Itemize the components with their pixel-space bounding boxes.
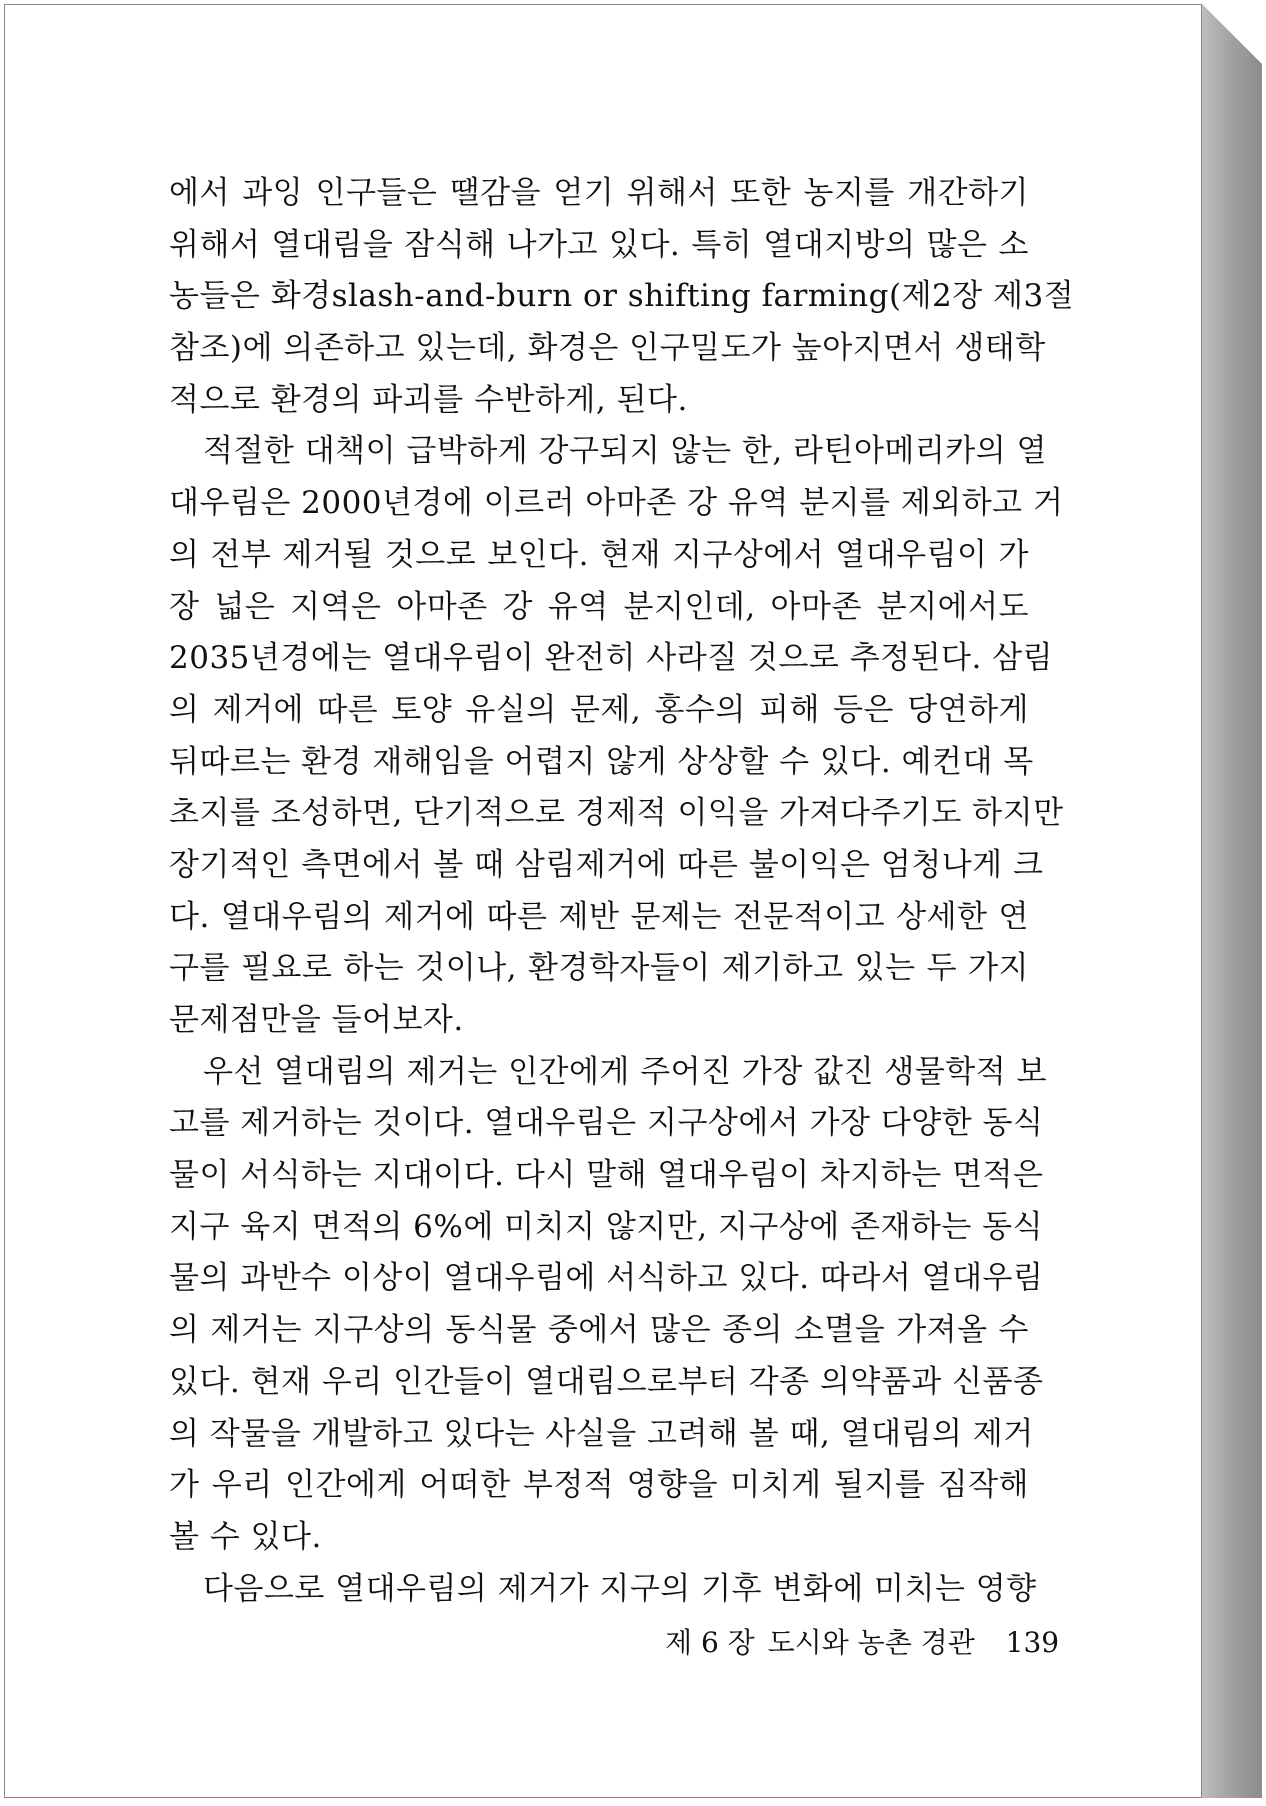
chapter-title: 도시와 농촌 경관 [767,1626,975,1659]
text-line: 위해서 열대림을 잠식해 나가고 있다. 특히 열대지방의 많은 소 [169,226,1029,263]
body-text [169,168,1075,1615]
text-line: 문제점만을 들어보자. [169,1002,464,1038]
text-line: 2035년경에는 열대우림이 완전히 사라질 것으로 추정된다. 삼림 [169,640,1054,677]
text-line: 물이 서식하는 지대이다. 다시 말해 열대우림이 차지하는 면적은 [169,1157,1044,1194]
book-edge [1202,4,1262,1798]
text-line: 장 넓은 지역은 아마존 강 유역 분지인데, 아마존 분지에서도 [169,588,1029,625]
text-line: 장기적인 측면에서 볼 때 삼림제거에 따른 불이익은 엄청나게 크 [169,846,1044,883]
text-line: 농들은 화경slash-and-burn or shifting farming(제2장 제3절 [169,278,1075,315]
text-line: 의 제거는 지구상의 동식물 중에서 많은 종의 소멸을 가져올 수 [169,1312,1029,1349]
page-number: 139 [1005,1626,1060,1659]
text-line: 구를 필요로 하는 것이나, 환경학자들이 제기하고 있는 두 가지 [169,950,1029,987]
text-line: 적으로 환경의 파괴를 수반하게, 된다. [169,381,688,418]
text-line: 우선 열대림의 제거는 인간에게 주어진 가장 값진 생물학적 보 [203,1053,1047,1090]
page-footer [665,1621,1060,1661]
text-line: 볼 수 있다. [169,1518,322,1555]
text-line: 의 전부 제거될 것으로 보인다. 현재 지구상에서 열대우림이 가 [169,536,1029,573]
text-line: 가 우리 인간에게 어떠한 부정적 영향을 미치게 될지를 짐작해 [169,1467,1029,1504]
text-line: 다음으로 열대우림의 제거가 지구의 기후 변화에 미치는 영향 [203,1570,1037,1607]
chapter-label: 제 6 장 [665,1626,755,1659]
text-line: 뒤따르는 환경 재해임을 어렵지 않게 상상할 수 있다. 예컨대 목 [169,743,1034,780]
text-line: 초지를 조성하면, 단기적으로 경제적 이익을 가져다주기도 하지만 [169,795,1064,832]
text-line: 적절한 대책이 급박하게 강구되지 않는 한, 라틴아메리카의 열 [203,433,1047,470]
text-line: 의 작물을 개발하고 있다는 사실을 고려해 볼 때, 열대림의 제거 [169,1415,1034,1452]
text-line: 에서 과잉 인구들은 땔감을 얻기 위해서 또한 농지를 개간하기 [169,175,1029,211]
text-line: 지구 육지 면적의 6%에 미치지 않지만, 지구상에 존재하는 동식 [169,1208,1044,1245]
text-line: 물의 과반수 이상이 열대우림에 서식하고 있다. 따라서 열대우림 [169,1260,1044,1297]
text-line: 고를 제거하는 것이다. 열대우림은 지구상에서 가장 다양한 동식 [169,1105,1044,1142]
text-line: 의 제거에 따른 토양 유실의 문제, 홍수의 피해 등은 당연하게 [169,691,1029,728]
text-line: 다. 열대우림의 제거에 따른 제반 문제는 전문적이고 상세한 연 [169,898,1029,935]
text-line: 대우림은 2000년경에 이르러 아마존 강 유역 분지를 제외하고 거 [169,485,1064,522]
text-line: 참조)에 의존하고 있는데, 화경은 인구밀도가 높아지면서 생태학 [169,330,1046,367]
text-line: 있다. 현재 우리 인간들이 열대림으로부터 각종 의약품과 신품종 [169,1363,1044,1400]
